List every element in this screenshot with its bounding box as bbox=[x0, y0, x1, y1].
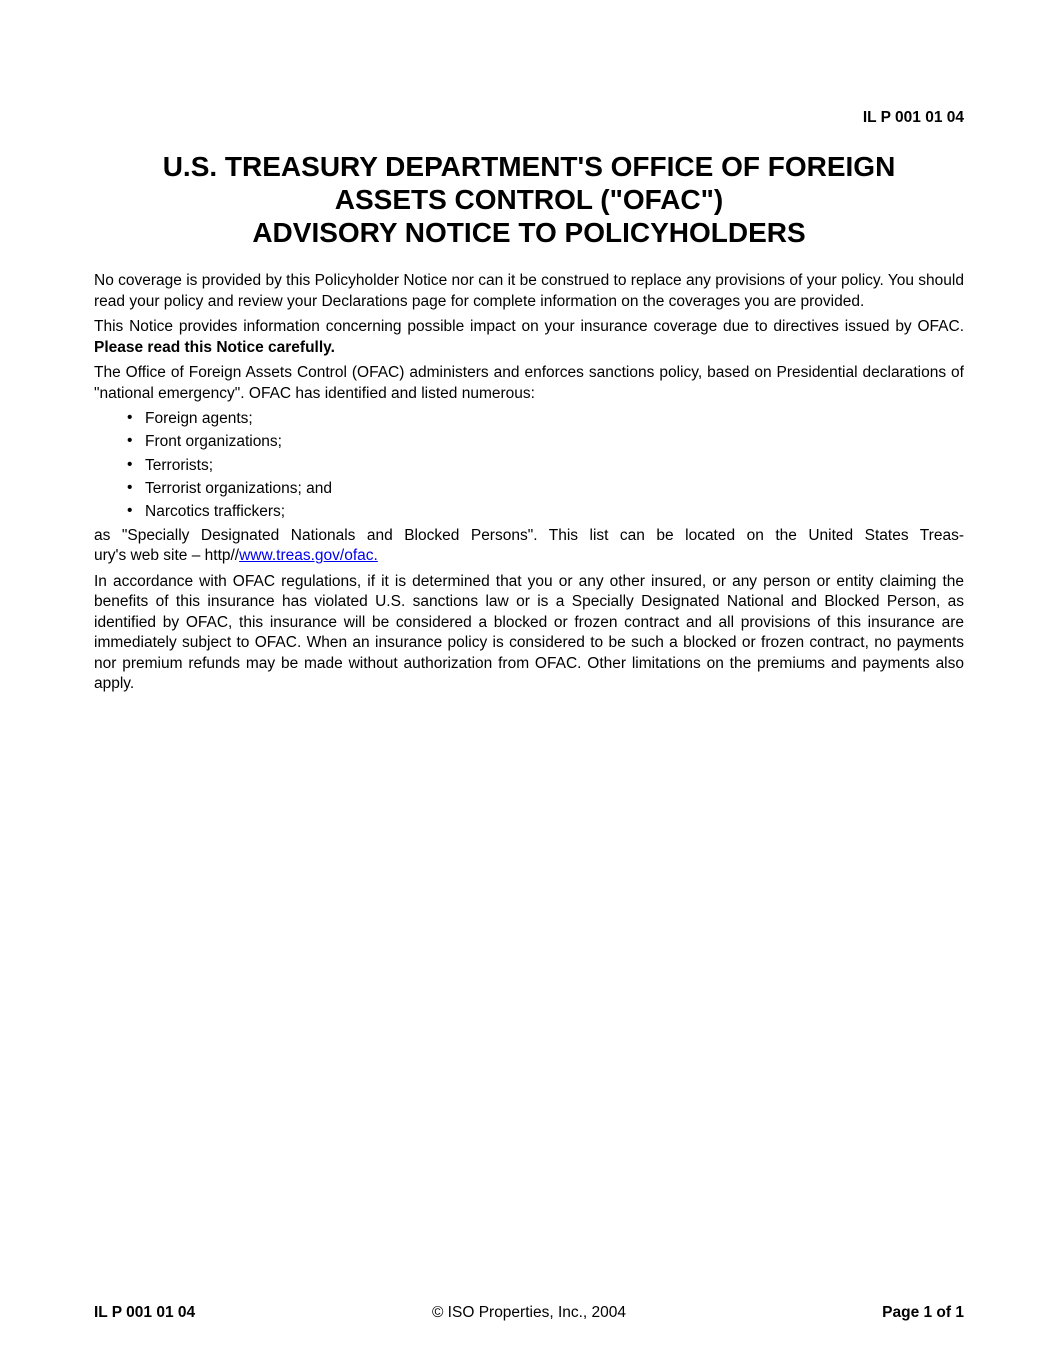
paragraph-notice-info bbox=[94, 317, 964, 358]
paragraph-notice-info-text: This Notice provides information concerning possible impact on your insurance coverage due to directives issued by OFAC. bbox=[94, 318, 964, 335]
paragraph-sdn-list-line1: as "Specially Designated Nationals and Blocked Persons". This list can be located on the United States Treas- bbox=[94, 526, 964, 544]
paragraph-ofac-description: The Office of Foreign Assets Control (OFAC) administers and enforces sanctions policy, based on Presidential declarations of "national emergency". OFAC has identified and listed numerous: bbox=[94, 364, 964, 402]
paragraph-sdn-list bbox=[94, 526, 964, 567]
footer-copyright: © ISO Properties, Inc., 2004 bbox=[431, 1304, 627, 1321]
list-item: • Foreign agents; bbox=[145, 409, 964, 430]
footer-page-number: Page 1 of 1 bbox=[882, 1304, 964, 1321]
paragraph-regulations: In accordance with OFAC regulations, if it is determined that you or any other insured, or any person or entity claiming the benefits of this insurance has violated U.S. sanctions law or is a Specially Designated National and Blocked Person, as identified by OFAC, this insurance will be considered a blocked or frozen contract and all provisions of this insurance are immediately subject to OFAC. When an insurance policy is considered to be such a blocked or frozen contract, no payments nor premium refunds may be made without authorization from OFAC. Other limitations on the premiums and payments also apply. bbox=[94, 572, 964, 692]
paragraph-no-coverage: No coverage is provided by this Policyholder Notice nor can it be construed to replace any provisions of your policy. You should read your policy and review your Declarations page for complete information on the coverages you are provided. bbox=[94, 272, 964, 310]
document-title bbox=[94, 150, 964, 249]
treasury-website-link[interactable]: www.treas.gov/ofac. bbox=[239, 547, 378, 564]
paragraph-sdn-list-line2: ury's web site – http// bbox=[94, 547, 240, 564]
title-line-2: ASSETS CONTROL ("OFAC") bbox=[334, 184, 724, 215]
list-item: • Terrorist organizations; and bbox=[145, 479, 964, 500]
document-content bbox=[94, 0, 964, 700]
list-item: • Terrorists; bbox=[145, 456, 964, 477]
footer-form-number: IL P 001 01 04 bbox=[94, 1304, 196, 1321]
title-line-3: ADVISORY NOTICE TO POLICYHOLDERS bbox=[252, 217, 806, 248]
list-item: • Narcotics traffickers; bbox=[145, 502, 964, 523]
list-item: • Front organizations; bbox=[145, 432, 964, 453]
paragraph-notice-info-bold: Please read this Notice carefully. bbox=[94, 338, 335, 356]
document-footer bbox=[94, 1303, 964, 1322]
ofac-listed-entities-list bbox=[94, 409, 964, 523]
title-line-1: U.S. TREASURY DEPARTMENT'S OFFICE OF FOREIGN bbox=[162, 151, 896, 182]
form-number-header: IL P 001 01 04 bbox=[862, 109, 964, 126]
